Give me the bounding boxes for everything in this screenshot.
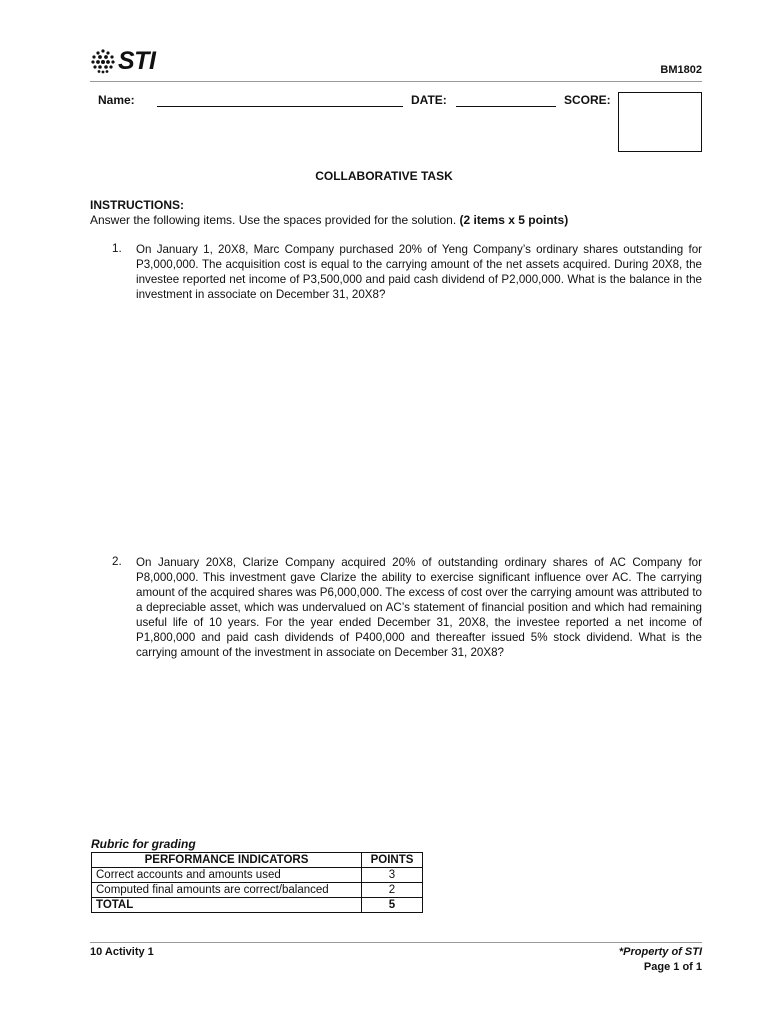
- answer-space[interactable]: [136, 665, 702, 830]
- date-label: DATE:: [411, 93, 447, 107]
- total-points-cell: 5: [362, 898, 423, 913]
- date-field[interactable]: [456, 92, 556, 107]
- instructions-points: (2 items x 5 points): [459, 213, 569, 227]
- question-text: On January 1, 20X8, Marc Company purchased 20% of Yeng Company’s ordinary shares outstanding for P3,000,000. The acquisition cost is equal to the carrying amount of the net assets acquired. During 20X8, the investee reported net income of P3,500,000 and paid cash dividend of P2,000,000. What is the balance in the investment in associate on December 31, 20X8?: [136, 243, 702, 301]
- rubric-table: [91, 852, 423, 913]
- page-title: COLLABORATIVE TASK: [315, 169, 453, 183]
- instructions-body: Answer the following items. Use the spaces provided for the solution.: [90, 213, 457, 227]
- document-code: BM1802: [660, 64, 702, 76]
- table-header-row: [92, 853, 423, 868]
- name-label: Name:: [98, 93, 135, 107]
- rubric-title: Rubric for grading: [91, 837, 196, 851]
- indicator-cell: Computed final amounts are correct/balanced: [92, 883, 362, 898]
- indicator-cell: Correct accounts and amounts used: [92, 868, 362, 883]
- name-field[interactable]: [157, 92, 403, 107]
- footer-page-number: Page 1 of 1: [643, 961, 702, 973]
- instructions-text: [90, 213, 568, 227]
- column-header: POINTS: [362, 853, 423, 868]
- table-row: [92, 898, 423, 913]
- points-cell: 2: [362, 883, 423, 898]
- footer-property: *Property of STI: [618, 946, 702, 958]
- sti-logo: [90, 46, 155, 76]
- score-label: SCORE:: [564, 93, 611, 107]
- question-text: On January 20X8, Clarize Company acquired 20% of outstanding ordinary shares of AC Company for P8,000,000. This investment gave Clarize the ability to exercise significant influence over AC. The carrying amount of the acquired shares was P6,000,000. The excess of cost over the carrying amount was attributed to a depreciable asset, which was undervalued on AC’s statement of financial position and which had remaining useful life of 10 years. For the year ended December 31, 20X8, the investee reported a net income of P1,800,000 and paid cash dividends of P400,000 and thereafter issued 5% stock dividend. What is the carrying amount of the investment in associate on December 31, 20X8?: [136, 556, 702, 659]
- globe-icon: [90, 48, 116, 74]
- total-label-cell: TOTAL: [92, 898, 362, 913]
- score-box[interactable]: [618, 92, 702, 152]
- header-divider: [90, 81, 702, 82]
- points-cell: 3: [362, 868, 423, 883]
- table-row: [92, 883, 423, 898]
- logo-wordmark: STI: [118, 46, 156, 75]
- table-row: [92, 868, 423, 883]
- question-number: 2.: [112, 555, 122, 568]
- footer-divider: [90, 942, 702, 943]
- column-header: PERFORMANCE INDICATORS: [92, 853, 362, 868]
- footer-activity: 10 Activity 1: [90, 946, 154, 958]
- instructions-heading: INSTRUCTIONS:: [90, 198, 184, 212]
- answer-space[interactable]: [136, 310, 702, 540]
- question-number: 1.: [112, 242, 122, 255]
